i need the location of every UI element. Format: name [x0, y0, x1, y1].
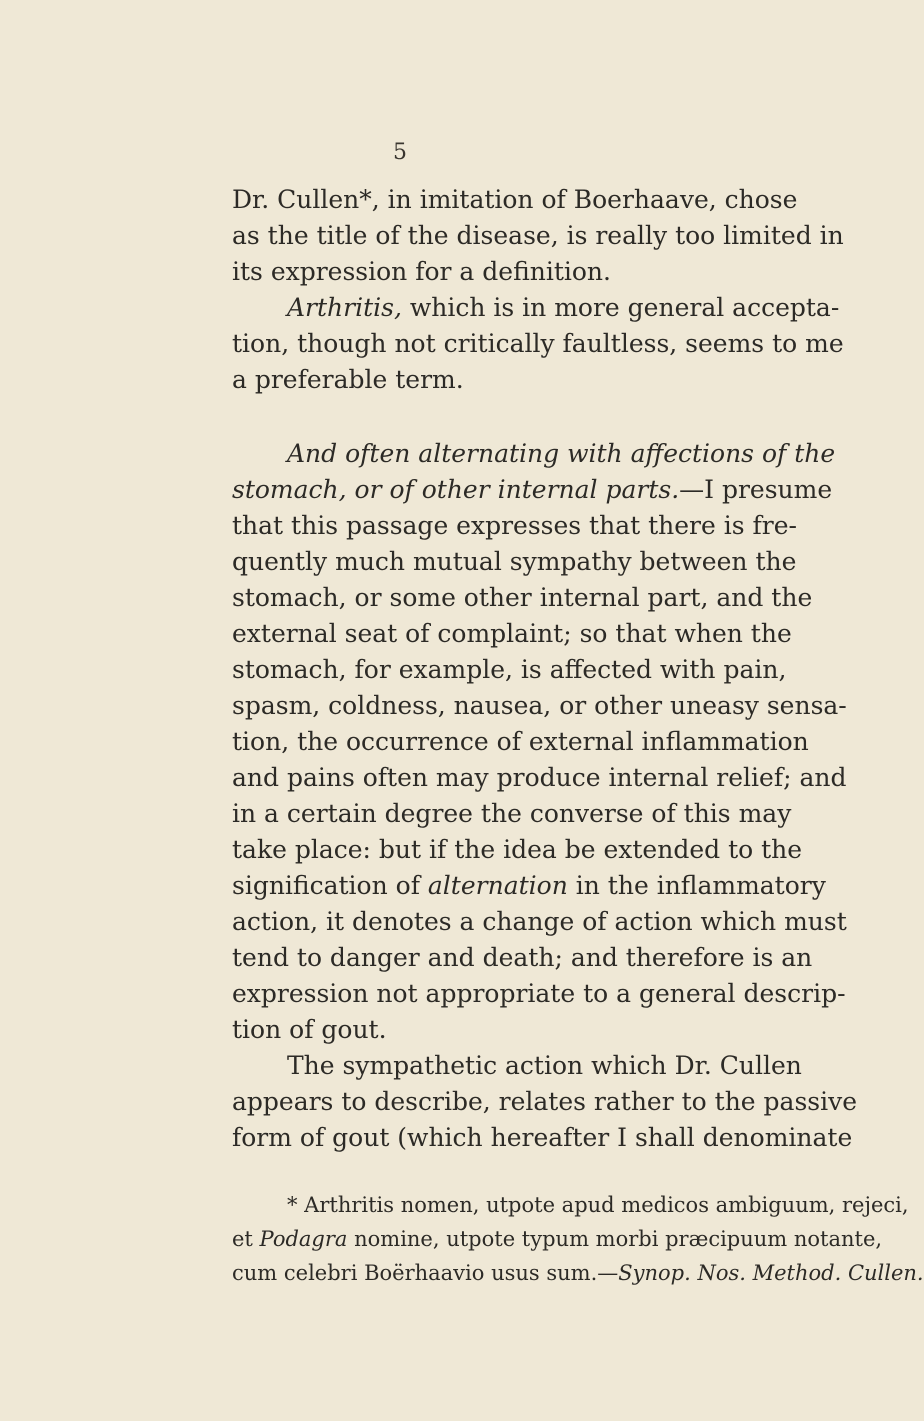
text-line: tion, the occurrence of external inflammation	[232, 727, 809, 756]
text-span: signification of	[232, 871, 428, 900]
text-line: a preferable term.	[232, 365, 464, 394]
text-line: stomach, or some other internal part, and the	[232, 583, 813, 612]
text-line	[287, 437, 836, 471]
text-line: action, it denotes a change of action which must	[232, 907, 847, 936]
text-line: quently much mutual sympathy between the	[232, 547, 797, 576]
italic-citation: Synop. Nos. Method. Cullen.	[618, 1261, 924, 1285]
text-line: Dr. Cullen*, in imitation of Boerhaave, chose	[232, 185, 798, 214]
text-line: appears to describe, relates rather to the passive	[232, 1087, 858, 1116]
text-line: that this passage expresses that there is fre-	[232, 511, 797, 540]
text-line: expression not appropriate to a general descrip-	[232, 979, 846, 1008]
text-line: as the title of the disease, is really too limited in	[232, 221, 844, 250]
text-line: tion, though not critically faultless, seems to me	[232, 329, 844, 358]
text-span: nomine, utpote typum morbi præcipuum notante,	[347, 1227, 883, 1251]
text-span: et	[232, 1227, 260, 1251]
italic-term: Podagra	[259, 1227, 348, 1251]
italic-quote: And often alternating with affections of the	[287, 439, 836, 468]
text-span: —I presume	[679, 475, 833, 504]
page-number: 5	[393, 140, 407, 165]
footnote-line	[232, 1258, 924, 1288]
text-line: its expression for a definition.	[232, 257, 611, 286]
text-line: in a certain degree the converse of this may	[232, 799, 792, 828]
text-span: cum celebri Boërhaavio usus sum.—	[232, 1261, 619, 1285]
text-line: The sympathetic action which Dr. Cullen	[287, 1051, 802, 1080]
text-line: spasm, coldness, nausea, or other uneasy sensa-	[232, 691, 847, 720]
italic-term: Arthritis,	[287, 293, 402, 322]
footnote-line	[232, 1224, 883, 1254]
text-line: tend to danger and death; and therefore is an	[232, 943, 813, 972]
text-line	[232, 869, 826, 903]
text-line	[287, 291, 840, 325]
footnote-line: * Arthritis nomen, utpote apud medicos ambiguum, rejeci,	[287, 1193, 909, 1217]
text-line: form of gout (which hereafter I shall denominate	[232, 1123, 853, 1152]
text-span: in the inflammatory	[567, 871, 826, 900]
italic-quote: stomach, or of other internal parts.	[232, 475, 680, 504]
text-line: and pains often may produce internal relief; and	[232, 763, 847, 792]
text-line: external seat of complaint; so that when the	[232, 619, 792, 648]
text-line: take place: but if the idea be extended to the	[232, 835, 803, 864]
text-line	[232, 473, 833, 507]
text-line: tion of gout.	[232, 1015, 387, 1044]
text-span: which is in more general accepta-	[401, 293, 840, 322]
text-line: stomach, for example, is affected with pain,	[232, 655, 787, 684]
italic-term: alternation	[427, 871, 568, 900]
